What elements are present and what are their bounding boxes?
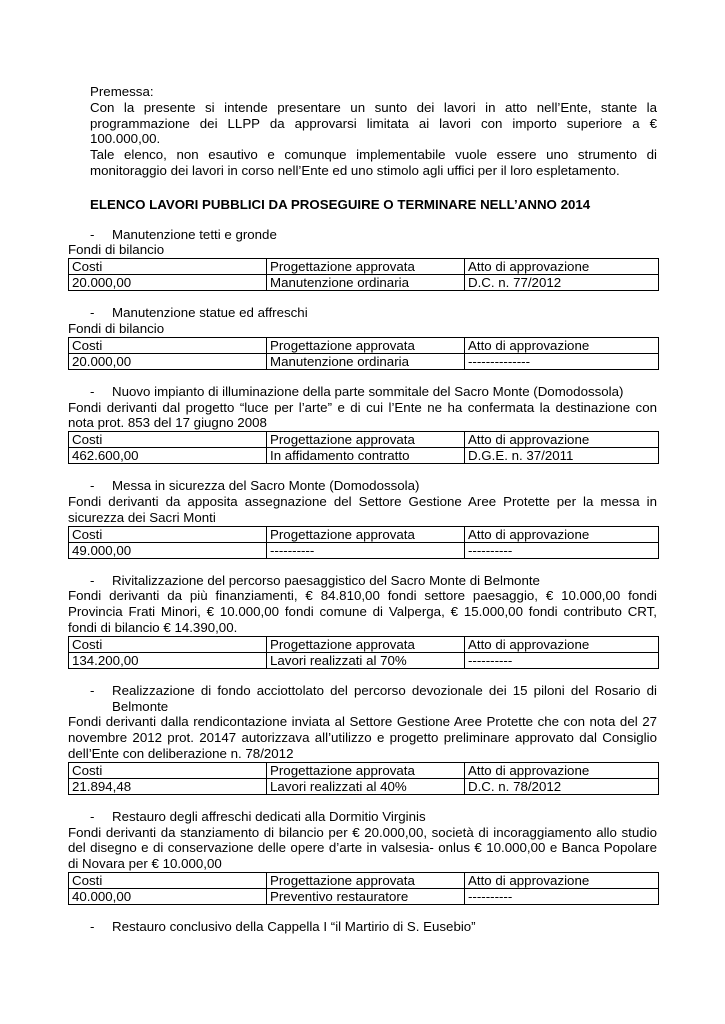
bullet-dash: - <box>90 305 95 321</box>
table-header-cell: Progettazione approvata <box>267 432 465 448</box>
table-header-cell: Progettazione approvata <box>267 636 465 652</box>
funding-line: dell’Ente con deliberazione n. 78/2012 <box>68 745 294 761</box>
work-title: Messa in sicurezza del Sacro Monte (Domodossola) <box>112 478 420 494</box>
table-cell: Lavori realizzati al 40% <box>267 778 465 794</box>
table-header-cell: Progettazione approvata <box>267 337 465 353</box>
bullet-dash: - <box>90 682 95 698</box>
table-header-cell: Progettazione approvata <box>267 872 465 888</box>
table-cell: In affidamento contratto <box>267 448 465 464</box>
table-cell: Manutenzione ordinaria <box>267 275 465 291</box>
cost-table <box>68 258 659 291</box>
intro-p1-line1: Con la presente si intende presentare un sunto dei lavori in atto nell’Ente, stante la <box>90 99 657 115</box>
table-header-cell: Costi <box>69 636 267 652</box>
table-header-cell: Atto di approvazione <box>465 259 659 275</box>
bullet-dash: - <box>90 572 95 588</box>
cost-table <box>68 762 659 795</box>
funding-line: nota prot. 853 del 17 giugno 2008 <box>68 415 267 431</box>
table-row <box>69 888 659 904</box>
work-title-line <box>68 384 657 400</box>
funding-line: Fondi derivanti da stanziamento di bilancio per € 20.000,00, società di incoraggiamento allo studio <box>68 824 657 840</box>
table-header-cell: Atto di approvazione <box>465 432 659 448</box>
table-header-cell: Costi <box>69 432 267 448</box>
funding-line: Fondi derivanti da apposita assegnazione del Settore Gestione Aree Protette per la messa in <box>68 493 657 509</box>
funding-line: Provincia Frati Minori, € 10.000,00 fondi comune di Valperga, € 15.000,00 fondi contributo CRT, <box>68 604 657 620</box>
work-title: Restauro degli affreschi dedicati alla Dormitio Virginis <box>112 808 426 824</box>
table-cell: ---------- <box>465 888 659 904</box>
work-item <box>68 227 657 292</box>
table-header-cell: Progettazione approvata <box>267 762 465 778</box>
table-cell: Lavori realizzati al 70% <box>267 652 465 668</box>
bullet-dash: - <box>90 918 95 934</box>
funding-line: Fondi derivanti da più finanziamenti, € 84.810,00 fondi settore paesaggio, € 10.000,00 fondi <box>68 588 657 604</box>
funding-line: sicurezza dei Sacri Monti <box>68 509 216 525</box>
section-title: ELENCO LAVORI PUBBLICI DA PROSEGUIRE O TERMINARE NELL’ANNO 2014 <box>90 196 591 212</box>
table-row <box>69 652 659 668</box>
work-item <box>68 305 657 370</box>
cost-table <box>68 526 659 559</box>
bullet-dash: - <box>90 808 95 824</box>
cost-table <box>68 636 659 669</box>
table-row <box>69 778 659 794</box>
table-header-row <box>69 526 659 542</box>
table-header-cell: Atto di approvazione <box>465 636 659 652</box>
work-item <box>68 384 657 464</box>
table-cell: ---------- <box>465 542 659 558</box>
work-title: Manutenzione statue ed affreschi <box>112 305 308 321</box>
table-header-cell: Costi <box>69 337 267 353</box>
work-title: Restauro conclusivo della Cappella I “il Martirio di S. Eusebio” <box>112 918 476 934</box>
table-row <box>69 542 659 558</box>
cost-table <box>68 431 659 464</box>
cost-table <box>68 337 659 370</box>
work-title: Nuovo impianto di illuminazione della parte sommitale del Sacro Monte (Domodossola) <box>112 383 624 399</box>
funding-line: di Novara per € 10.000,00 <box>68 856 222 872</box>
work-title-line <box>68 573 657 589</box>
bullet-dash: - <box>90 226 95 242</box>
table-cell: 21.894,48 <box>69 778 267 794</box>
table-row <box>69 275 659 291</box>
table-cell: -------------- <box>465 353 659 369</box>
intro-p1-line2: programmazione dei LLPP da approvarsi limitata ai lavori con importo superiore a € <box>90 115 657 131</box>
funding-line: del disegno e di conservazione delle opere d’arte in valsesia- onlus € 10.000,00 e Banca Popolare <box>68 840 657 856</box>
work-title-line <box>68 227 657 243</box>
work-title-line <box>68 699 657 715</box>
work-title: Manutenzione tetti e gronde <box>112 226 277 242</box>
cost-table <box>68 872 659 905</box>
table-header-row <box>69 762 659 778</box>
table-header-row <box>69 872 659 888</box>
funding-line: novembre 2012 prot. 20147 autorizzava all’utilizzo e progetto preliminare approvato dal Consiglio <box>68 730 657 746</box>
works-list <box>68 227 657 905</box>
intro-p1-line3: 100.000,00. <box>90 131 161 147</box>
table-header-cell: Progettazione approvata <box>267 526 465 542</box>
table-header-cell: Atto di approvazione <box>465 337 659 353</box>
table-cell: 40.000,00 <box>69 888 267 904</box>
funding-line: Fondi di bilancio <box>68 320 165 336</box>
table-header-row <box>69 259 659 275</box>
table-header-row <box>69 337 659 353</box>
table-row <box>69 353 659 369</box>
funding-line: Fondi di bilancio <box>68 242 165 258</box>
table-cell: Manutenzione ordinaria <box>267 353 465 369</box>
table-header-cell: Atto di approvazione <box>465 872 659 888</box>
table-cell: ---------- <box>465 652 659 668</box>
table-header-cell: Costi <box>69 872 267 888</box>
last-work-item <box>68 919 657 935</box>
work-title-line <box>68 478 657 494</box>
table-cell: 20.000,00 <box>69 275 267 291</box>
work-title-line <box>68 809 657 825</box>
work-item <box>68 478 657 558</box>
table-cell: Preventivo restauratore <box>267 888 465 904</box>
funding-line: fondi di bilancio € 14.390,00. <box>68 619 238 635</box>
funding-line: Fondi derivanti dal progetto “luce per l’arte” e di cui l’Ente ne ha confermata la destinazione con <box>68 399 657 415</box>
table-cell: 134.200,00 <box>69 652 267 668</box>
table-header-cell: Costi <box>69 526 267 542</box>
table-cell: 462.600,00 <box>69 448 267 464</box>
document-page <box>68 84 657 935</box>
bullet-dash: - <box>90 383 95 399</box>
table-cell: D.C. n. 77/2012 <box>465 275 659 291</box>
intro-section <box>68 84 657 179</box>
funding-line: Fondi derivanti dalla rendicontazione inviata al Settore Gestione Aree Protette che con nota del 27 <box>68 714 657 730</box>
table-header-row <box>69 636 659 652</box>
table-cell: ---------- <box>267 542 465 558</box>
table-header-cell: Atto di approvazione <box>465 762 659 778</box>
work-item <box>68 809 657 905</box>
work-item <box>68 683 657 795</box>
intro-p2-line1: Tale elenco, non esautivo e comunque implementabile vuole essere uno strumento di <box>90 147 657 163</box>
work-title: Realizzazione di fondo acciottolato del percorso devozionale dei 15 piloni del Rosario di <box>112 682 657 698</box>
bullet-dash: - <box>90 478 95 494</box>
table-row <box>69 448 659 464</box>
table-cell: D.G.E. n. 37/2011 <box>465 448 659 464</box>
work-title-line <box>68 305 657 321</box>
intro-p2-line2: monitoraggio dei lavori in corso nell’Ente ed uno stimolo agli uffici per il loro espletamento. <box>90 162 620 178</box>
table-header-row <box>69 432 659 448</box>
table-cell: D.C. n. 78/2012 <box>465 778 659 794</box>
table-header-cell: Costi <box>69 762 267 778</box>
work-title-line <box>68 683 657 699</box>
work-item <box>68 573 657 669</box>
work-title: Rivitalizzazione del percorso paesaggistico del Sacro Monte di Belmonte <box>112 572 540 588</box>
table-header-cell: Atto di approvazione <box>465 526 659 542</box>
table-header-cell: Costi <box>69 259 267 275</box>
intro-heading: Premessa: <box>90 84 154 99</box>
table-cell: 49.000,00 <box>69 542 267 558</box>
bullet-dash <box>68 699 112 715</box>
table-header-cell: Progettazione approvata <box>267 259 465 275</box>
table-cell: 20.000,00 <box>69 353 267 369</box>
work-title: Belmonte <box>112 698 169 714</box>
